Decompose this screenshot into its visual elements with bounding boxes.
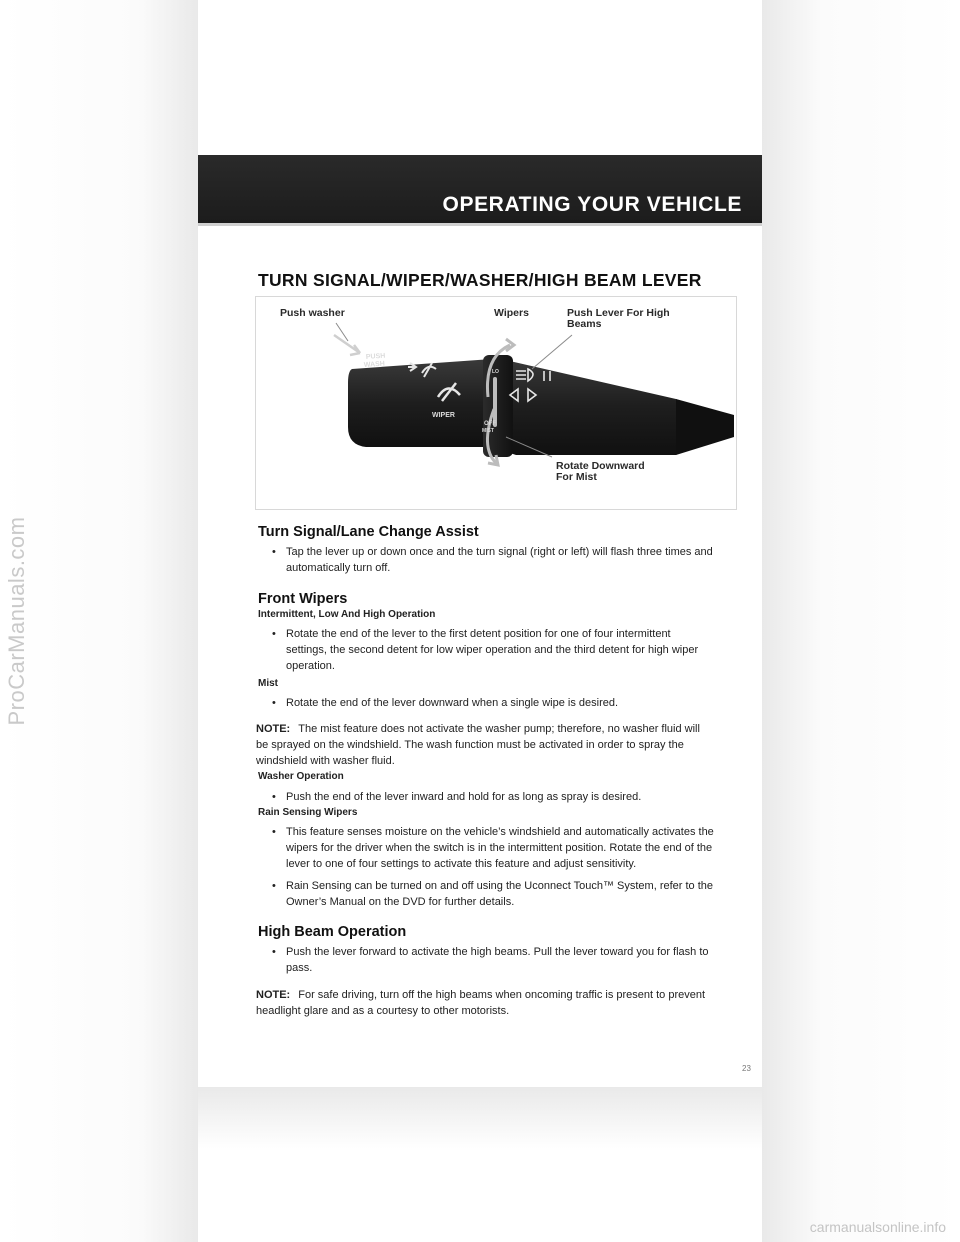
lever-text-wiper: WIPER bbox=[432, 412, 455, 419]
note-label: NOTE: bbox=[256, 989, 291, 1001]
bullet-mist bbox=[258, 695, 738, 711]
label-rotate-line2: For Mist bbox=[556, 471, 597, 483]
text-line: settings, the second detent for low wiper operation and the third detent for high wiper bbox=[286, 644, 699, 656]
header-divider bbox=[198, 223, 762, 226]
text-line: The mist feature does not activate the washer pump; therefore, no washer fluid will bbox=[298, 723, 700, 735]
bullet-intermittent bbox=[258, 626, 738, 674]
section-title: TURN SIGNAL/WIPER/WASHER/HIGH BEAM LEVER bbox=[258, 270, 702, 290]
subheading-intermittent: Intermittent, Low And High Operation bbox=[258, 609, 436, 620]
bullet-dot: • bbox=[272, 791, 276, 803]
text-line: wipers for the driver when the switch is in the intermittent position. Rotate the end of the bbox=[286, 842, 713, 854]
text-line: For safe driving, turn off the high beams when oncoming traffic is present to prevent bbox=[298, 989, 706, 1001]
lever-body bbox=[348, 359, 492, 447]
text-line: windshield with washer fluid. bbox=[256, 755, 395, 767]
bullet-dot: • bbox=[272, 628, 276, 640]
page-shadow-bottom bbox=[198, 1087, 762, 1242]
page-number: 23 bbox=[742, 1064, 751, 1073]
bullet-high-beam bbox=[258, 944, 738, 976]
lever-figure bbox=[255, 296, 737, 510]
heading-front-wipers: Front Wipers bbox=[258, 591, 348, 607]
text-line: automatically turn off. bbox=[286, 562, 391, 574]
label-push-washer: Push washer bbox=[280, 307, 345, 319]
lever-text-push: PUSH bbox=[365, 352, 386, 361]
lever-text-lo: LO bbox=[492, 369, 499, 375]
text-line: headlight glare and as a courtesy to other motorists. bbox=[256, 1005, 510, 1017]
body-content bbox=[258, 520, 738, 1019]
text-line: Rotate the end of the lever to the first detent position for one of four intermittent bbox=[286, 628, 671, 640]
bullet-washer bbox=[258, 789, 738, 805]
text-line: pass. bbox=[286, 962, 313, 974]
subheading-mist: Mist bbox=[258, 678, 278, 689]
bullet-dot: • bbox=[272, 880, 276, 892]
push-arrow bbox=[334, 335, 360, 355]
bullet-dot: • bbox=[272, 697, 276, 709]
text-line: operation. bbox=[286, 660, 335, 672]
header-bar bbox=[198, 155, 762, 223]
side-watermark: ProCarManuals.com bbox=[4, 516, 29, 726]
note-mist bbox=[258, 721, 738, 769]
heading-turn-signal: Turn Signal/Lane Change Assist bbox=[258, 524, 479, 540]
text-line: Push the end of the lever inward and hold for as long as spray is desired. bbox=[286, 791, 642, 803]
subheading-rain-sensing: Rain Sensing Wipers bbox=[258, 807, 358, 818]
text-line: be sprayed on the windshield. The wash function must be activated in order to spray the bbox=[256, 739, 684, 751]
label-rotate-downward-mist bbox=[556, 461, 645, 483]
text-line: Rotate the end of the lever downward when a single wipe is desired. bbox=[286, 697, 619, 709]
text-line: This feature senses moisture on the vehicle’s windshield and automatically activates the bbox=[286, 826, 714, 838]
lever-text-mist: MIST bbox=[482, 428, 494, 434]
label-push-lever-high-beams bbox=[567, 308, 670, 330]
bottom-watermark: carmanualsonline.info bbox=[809, 1219, 946, 1235]
bullet-turn-signal bbox=[258, 544, 738, 576]
header-title: OPERATING YOUR VEHICLE bbox=[442, 193, 742, 216]
text-line: Tap the lever up or down once and the turn signal (right or left) will flash three times and bbox=[286, 546, 713, 558]
lever-text-off: OFF bbox=[484, 421, 496, 427]
text-line: lever to one of four settings to activate this feature and adjust sensitivity. bbox=[286, 858, 637, 870]
text-line: Owner’s Manual on the DVD for further details. bbox=[286, 896, 515, 908]
heading-high-beam: High Beam Operation bbox=[258, 924, 407, 940]
label-wipers: Wipers bbox=[494, 307, 529, 319]
subheading-washer: Washer Operation bbox=[258, 771, 344, 782]
lever-text-wash: WASH bbox=[363, 360, 386, 369]
label-push-lever-line2: Beams bbox=[567, 318, 602, 330]
text-line: Rain Sensing can be turned on and off using the Uconnect Touch™ System, refer to the bbox=[286, 880, 714, 892]
note-high-beam bbox=[258, 987, 738, 1019]
bullet-dot: • bbox=[272, 946, 276, 958]
text-line: Push the lever forward to activate the high beams. Pull the lever toward you for flash to bbox=[286, 946, 709, 958]
page-shadow-right bbox=[762, 0, 960, 1242]
bullet-dot: • bbox=[272, 826, 276, 838]
label-push-lever-line1: Push Lever For High bbox=[567, 307, 670, 319]
note-label: NOTE: bbox=[256, 723, 291, 735]
bullet-dot: • bbox=[272, 546, 276, 558]
label-rotate-line1: Rotate Downward bbox=[556, 460, 645, 472]
bullet-rain-sensing-uconnect bbox=[258, 878, 738, 910]
bullet-rain-sensing bbox=[258, 824, 738, 872]
